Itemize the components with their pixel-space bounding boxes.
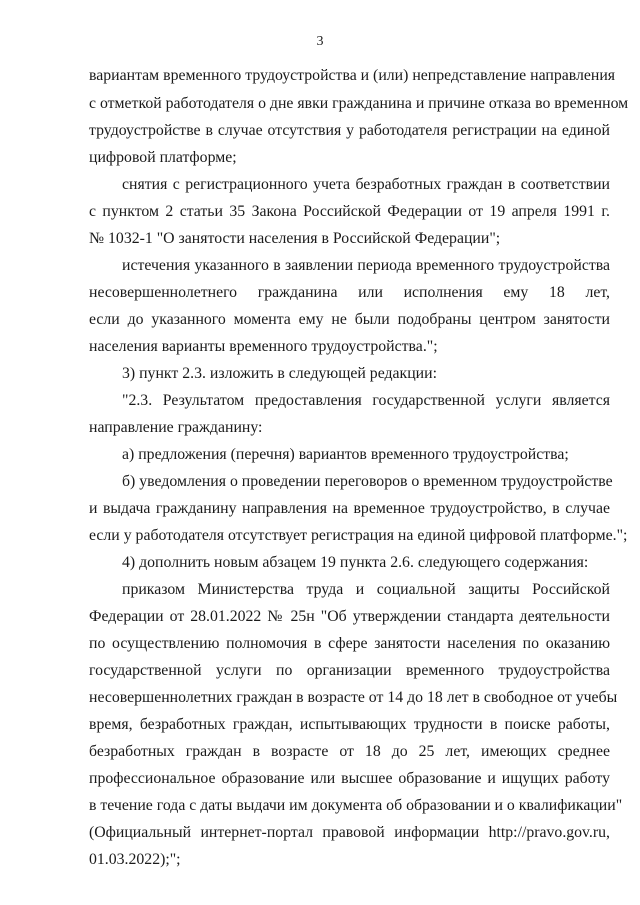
text-line: с пунктом 2 статьи 35 Закона Российской Федерации от 19 апреля 1991 г. bbox=[89, 203, 610, 220]
text-line: 01.03.2022);"; bbox=[89, 851, 181, 868]
text-line: несовершеннолетних граждан в возрасте от 14 до 18 лет в свободное от учебы bbox=[89, 689, 618, 706]
text-line: цифровой платформе; bbox=[89, 149, 237, 166]
text-line: направление гражданину: bbox=[89, 419, 263, 436]
text-line: если до указанного момента ему не были подобраны центром занятости bbox=[89, 311, 610, 328]
text-line: населения варианты временного трудоустройства."; bbox=[89, 338, 438, 355]
text-line: профессиональное образование или высшее образование и ищущих работу bbox=[89, 770, 610, 787]
text-line: время, безработных граждан, испытывающих трудности в поиске работы, bbox=[89, 716, 610, 733]
text-line: с отметкой работодателя о дне явки гражданина и причине отказа во временном bbox=[89, 95, 629, 112]
text-line: а) предложения (перечня) вариантов временного трудоустройства; bbox=[122, 446, 569, 463]
text-line: "2.3. Результатом предоставления государственной услуги является bbox=[122, 392, 610, 409]
text-line: в течение года с даты выдачи им документа об образовании и о квалификации" bbox=[89, 797, 623, 814]
text-line: трудоустройстве в случае отсутствия у работодателя регистрации на единой bbox=[89, 122, 610, 139]
text-line: снятия с регистрационного учета безработных граждан в соответствии bbox=[122, 176, 610, 193]
text-line: безработных граждан в возрасте от 18 до 25 лет, имеющих среднее bbox=[89, 743, 610, 760]
text-line: и выдача гражданину направления на временное трудоустройство, в случае bbox=[89, 500, 610, 517]
text-line: б) уведомления о проведении переговоров о временном трудоустройстве bbox=[122, 473, 613, 490]
text-line: вариантам временного трудоустройства и (или) непредставление направления bbox=[89, 67, 616, 84]
text-line: № 1032-1 "О занятости населения в Российской Федерации"; bbox=[89, 230, 501, 247]
text-line: по осуществлению полномочия в сфере занятости населения по оказанию bbox=[89, 635, 610, 652]
text-line: приказом Министерства труда и социальной защиты Российской bbox=[122, 581, 610, 598]
text-line: несовершеннолетнего гражданина или исполнения ему 18 лет, bbox=[89, 284, 610, 301]
page-number: 3 bbox=[316, 34, 324, 49]
text-line: государственной услуги по организации временного трудоустройства bbox=[89, 662, 610, 679]
text-line: (Официальный интернет-портал правовой информации http://pravo.gov.ru, bbox=[89, 824, 610, 841]
text-line: истечения указанного в заявлении периода временного трудоустройства bbox=[122, 257, 610, 274]
text-line: если у работодателя отсутствует регистрация на единой цифровой платформе."; bbox=[89, 527, 628, 544]
text-line: Федерации от 28.01.2022 № 25н "Об утверждении стандарта деятельности bbox=[89, 608, 610, 625]
text-line: 4) дополнить новым абзацем 19 пункта 2.6. следующего содержания: bbox=[122, 554, 589, 571]
text-line: 3) пункт 2.3. изложить в следующей редакции: bbox=[122, 365, 437, 382]
